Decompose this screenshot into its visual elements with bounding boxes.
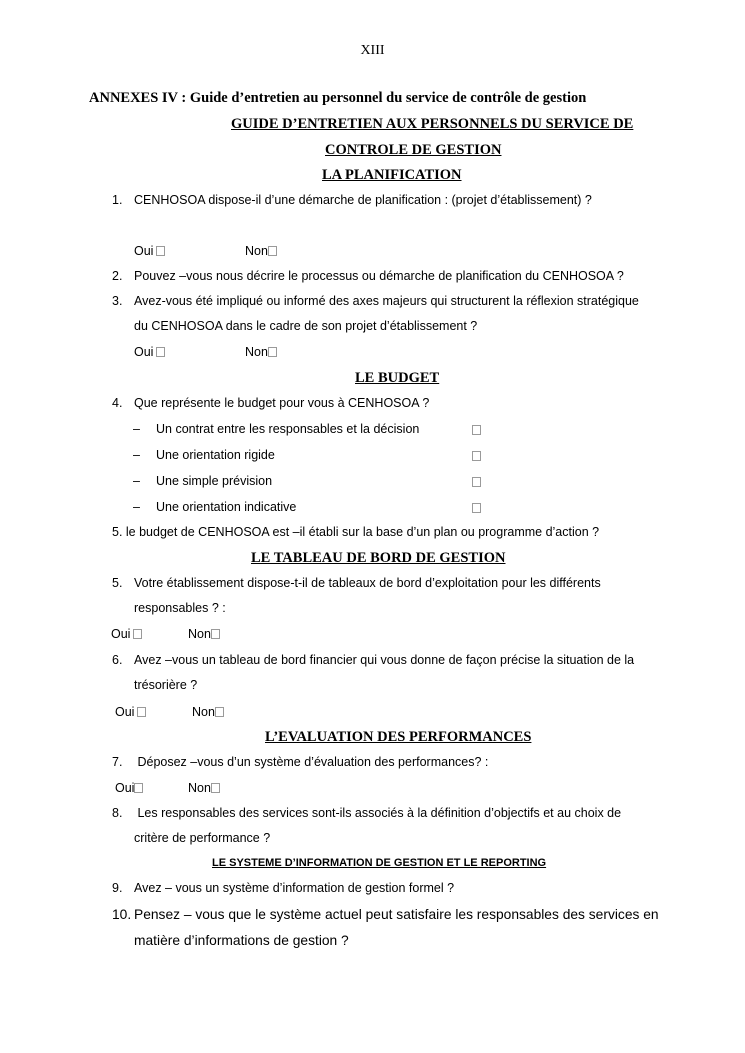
answer-oui-q1[interactable] — [134, 244, 165, 258]
section-heading-budget: LE BUDGET — [355, 370, 440, 386]
section-heading-tableau: LE TABLEAU DE BORD DE GESTION — [251, 550, 506, 566]
checkbox-q4-option-1[interactable] — [472, 425, 481, 435]
answer-oui-q3[interactable] — [134, 345, 165, 359]
question-text: Que représente le budget pour vous à CENHOSOA ? — [134, 396, 430, 410]
question-8 — [112, 806, 621, 820]
option-dash: – — [133, 422, 140, 436]
checkbox-q4-option-2[interactable] — [472, 451, 481, 461]
annex-title: ANNEXES IV : Guide d’entretien au personnel du service de contrôle de gestion — [89, 90, 587, 106]
checkbox[interactable] — [133, 629, 142, 639]
question-5a: 5. le budget de CENHOSOA est –il établi sur la base d’un plan ou programme d’action ? — [112, 525, 600, 539]
question-5b-line2: responsables ? : — [134, 601, 226, 615]
q4-option-1: Un contrat entre les responsables et la décision — [156, 422, 420, 436]
answer-non-q6[interactable] — [192, 705, 224, 719]
question-number: 6. — [112, 653, 123, 667]
checkbox[interactable] — [134, 783, 143, 793]
section-heading-planification: LA PLANIFICATION — [322, 167, 462, 183]
question-text: Avez – vous un système d’information de gestion formel ? — [134, 881, 455, 895]
question-text: Les responsables des services sont-ils associés à la définition d’objectifs et au choix de — [134, 806, 622, 820]
answer-non-q1[interactable] — [245, 244, 277, 258]
oui-label: Oui — [115, 705, 135, 719]
question-8-line2: critère de performance ? — [134, 831, 271, 845]
question-text: Avez –vous un tableau de bord financier qui vous donne de façon précise la situation de la — [134, 653, 635, 667]
question-3 — [112, 294, 639, 308]
answer-oui-q5b[interactable] — [111, 627, 142, 641]
oui-label: Oui — [111, 627, 131, 641]
non-label: Non — [192, 705, 215, 719]
question-3-line2: du CENHOSOA dans le cadre de son projet d’établissement ? — [134, 319, 478, 333]
page-number: XIII — [360, 43, 385, 58]
oui-label: Oui — [134, 345, 154, 359]
question-text: Avez-vous été impliqué ou informé des axes majeurs qui structurent la réflexion stratégique — [134, 294, 639, 308]
question-text: CENHOSOA dispose-il d’une démarche de planification : (projet d’établissement) ? — [134, 193, 592, 207]
answer-non-q5b[interactable] — [188, 627, 220, 641]
question-text: Votre établissement dispose-t-il de tableaux de bord d’exploitation pour les différents — [134, 576, 601, 590]
checkbox[interactable] — [137, 707, 146, 717]
answer-oui-q7[interactable] — [115, 781, 143, 795]
answer-non-q7[interactable] — [188, 781, 220, 795]
question-6 — [112, 653, 634, 667]
question-number: 10. — [112, 907, 132, 922]
question-number: 7. — [112, 755, 123, 769]
guide-title-line1: GUIDE D’ENTRETIEN AUX PERSONNELS DU SERVICE DE — [231, 116, 634, 132]
checkbox-q4-option-4[interactable] — [472, 503, 481, 513]
option-dash: – — [133, 474, 140, 488]
option-dash: – — [133, 448, 140, 462]
question-text: Déposez –vous d’un système d’évaluation des performances? : — [134, 755, 489, 769]
answer-oui-q6[interactable] — [115, 705, 146, 719]
question-10 — [112, 907, 659, 922]
checkbox[interactable] — [156, 347, 165, 357]
non-label: Non — [188, 627, 211, 641]
oui-label: Oui — [134, 244, 154, 258]
checkbox[interactable] — [268, 347, 277, 357]
question-number: 1. — [112, 193, 123, 207]
checkbox[interactable] — [211, 783, 220, 793]
question-10-line2: matière d’informations de gestion ? — [134, 933, 349, 948]
section-heading-systeme: LE SYSTEME D’INFORMATION DE GESTION ET LE REPORTING — [212, 857, 547, 869]
guide-title-line2: CONTROLE DE GESTION — [325, 142, 502, 158]
question-text: Pouvez –vous nous décrire le processus ou démarche de planification du CENHOSOA ? — [134, 269, 624, 283]
question-number: 3. — [112, 294, 123, 308]
question-number: 8. — [112, 806, 123, 820]
checkbox[interactable] — [215, 707, 224, 717]
question-number: 9. — [112, 881, 123, 895]
question-5b — [112, 576, 601, 590]
oui-label: Oui — [115, 781, 135, 795]
q4-option-4: Une orientation indicative — [156, 500, 297, 514]
non-label: Non — [188, 781, 211, 795]
question-number: 2. — [112, 269, 123, 283]
question-9 — [112, 881, 454, 895]
answer-non-q3[interactable] — [245, 345, 277, 359]
question-text: Pensez – vous que le système actuel peut satisfaire les responsables des services en — [134, 907, 659, 922]
question-1 — [112, 193, 592, 207]
checkbox[interactable] — [268, 246, 277, 256]
checkbox-q4-option-3[interactable] — [472, 477, 481, 487]
q4-option-2: Une orientation rigide — [156, 448, 275, 462]
question-7 — [112, 755, 488, 769]
question-number: 5. — [112, 576, 123, 590]
non-label: Non — [245, 244, 268, 258]
question-4 — [112, 396, 429, 410]
question-number: 4. — [112, 396, 123, 410]
q4-option-3: Une simple prévision — [156, 474, 273, 488]
checkbox[interactable] — [211, 629, 220, 639]
section-heading-evaluation: L’EVALUATION DES PERFORMANCES — [265, 729, 532, 745]
option-dash: – — [133, 500, 140, 514]
non-label: Non — [245, 345, 268, 359]
question-6-line2: trésorière ? — [134, 678, 198, 692]
checkbox[interactable] — [156, 246, 165, 256]
question-2 — [112, 269, 624, 283]
